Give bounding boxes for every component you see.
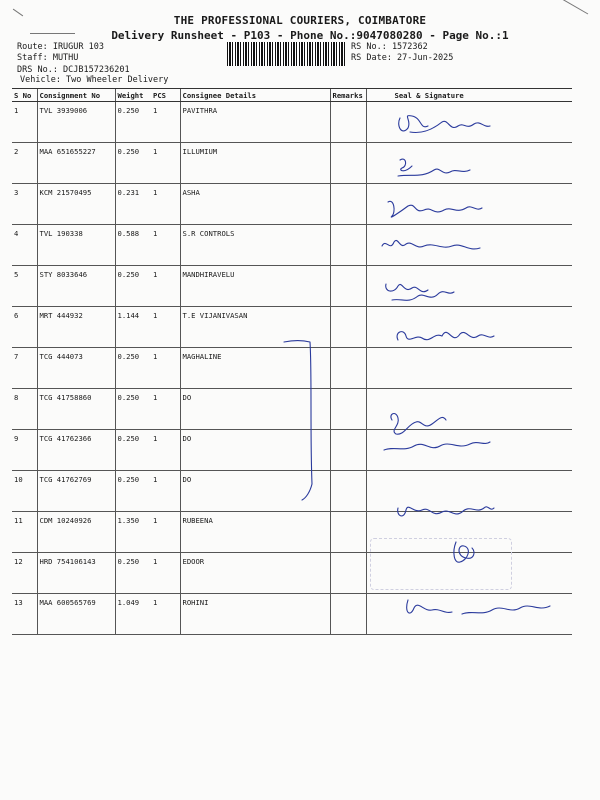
- cell-sno: 7: [12, 348, 37, 389]
- col-sno: S No: [12, 89, 37, 102]
- cell-sno: 3: [12, 184, 37, 225]
- signature-row-1: [392, 108, 502, 146]
- cell-consignment: TCG 41758860: [37, 389, 115, 430]
- cell-remarks: [330, 307, 366, 348]
- bracket-rows-7-10: [280, 334, 320, 504]
- cell-pcs: 1: [151, 430, 180, 471]
- cell-pcs: 1: [151, 307, 180, 348]
- barcode: [227, 42, 345, 66]
- cell-weight: 1.049: [115, 594, 151, 635]
- cell-remarks: [330, 266, 366, 307]
- cell-remarks: [330, 348, 366, 389]
- cell-weight: 0.250: [115, 430, 151, 471]
- cell-sno: 6: [12, 307, 37, 348]
- cell-consignment: TCG 41762366: [37, 430, 115, 471]
- cell-consignment: STY 8033646: [37, 266, 115, 307]
- cell-sno: 10: [12, 471, 37, 512]
- col-consignment: Consignment No: [37, 89, 115, 102]
- cell-remarks: [330, 512, 366, 553]
- cell-pcs: 1: [151, 143, 180, 184]
- cell-weight: 0.250: [115, 553, 151, 594]
- cell-consignee: DO: [180, 389, 330, 430]
- col-signature: Seal & Signature: [366, 89, 572, 102]
- cell-remarks: [330, 102, 366, 143]
- cell-weight: 0.250: [115, 266, 151, 307]
- cell-consignment: TVL 190338: [37, 225, 115, 266]
- signature-row-13: [400, 592, 560, 626]
- signature-row-2: [392, 152, 482, 184]
- rs-date: RS Date: 27-Jun-2025: [351, 53, 454, 63]
- cell-consignee: MANDHIRAVELU: [180, 266, 330, 307]
- vehicle-label: Vehicle: Two Wheeler Delivery: [20, 75, 169, 85]
- cell-consignment: KCM 21570495: [37, 184, 115, 225]
- drs-number: DRS No.: DCJB157236201: [17, 65, 130, 75]
- signature-row-3: [380, 194, 490, 224]
- cell-consignee: S.R CONTROLS: [180, 225, 330, 266]
- cell-remarks: [330, 430, 366, 471]
- cell-weight: 0.231: [115, 184, 151, 225]
- cell-weight: 0.250: [115, 389, 151, 430]
- cell-weight: 0.250: [115, 143, 151, 184]
- col-pcs: PCS: [151, 89, 180, 102]
- cell-remarks: [330, 389, 366, 430]
- stamp-mark: [370, 538, 512, 590]
- cell-sno: 5: [12, 266, 37, 307]
- cell-pcs: 1: [151, 348, 180, 389]
- staff-label: Staff: MUTHU: [17, 53, 79, 63]
- cell-pcs: 1: [151, 184, 180, 225]
- cell-weight: 1.350: [115, 512, 151, 553]
- cell-sno: 12: [12, 553, 37, 594]
- signature-row-6: [390, 318, 500, 354]
- cell-consignee: T.E VIJANIVASAN: [180, 307, 330, 348]
- route-label: Route: IRUGUR 103: [17, 42, 104, 52]
- cell-pcs: 1: [151, 512, 180, 553]
- cell-consignee: RUBEENA: [180, 512, 330, 553]
- cell-remarks: [330, 594, 366, 635]
- signature-row-9: [374, 406, 504, 460]
- cell-consignee: ROHINI: [180, 594, 330, 635]
- cell-consignee: DO: [180, 430, 330, 471]
- cell-consignee: ASHA: [180, 184, 330, 225]
- runsheet-title: Delivery Runsheet - P103 - Phone No.:9047080280 - Page No.:1: [111, 29, 509, 42]
- cell-weight: 0.250: [115, 471, 151, 512]
- cell-weight: 0.588: [115, 225, 151, 266]
- cell-weight: 0.250: [115, 102, 151, 143]
- cell-weight: 0.250: [115, 348, 151, 389]
- cell-sno: 8: [12, 389, 37, 430]
- cell-pcs: 1: [151, 594, 180, 635]
- cell-consignment: MAA 651655227: [37, 143, 115, 184]
- cell-pcs: 1: [151, 102, 180, 143]
- cell-pcs: 1: [151, 225, 180, 266]
- table-row: [12, 143, 572, 184]
- col-weight: Weight: [115, 89, 151, 102]
- cell-sno: 2: [12, 143, 37, 184]
- cell-sno: 11: [12, 512, 37, 553]
- table-row: [12, 266, 572, 307]
- company-title: THE PROFESSIONAL COURIERS, COIMBATORE: [173, 14, 427, 27]
- cell-consignment: TCG 444073: [37, 348, 115, 389]
- cell-sno: 9: [12, 430, 37, 471]
- cell-consignee: PAVITHRA: [180, 102, 330, 143]
- cell-consignee: EDOOR: [180, 553, 330, 594]
- cell-pcs: 1: [151, 471, 180, 512]
- cell-remarks: [330, 184, 366, 225]
- cell-consignment: TCG 41762769: [37, 471, 115, 512]
- cell-remarks: [330, 143, 366, 184]
- cell-sno: 13: [12, 594, 37, 635]
- scan-mark-right: [562, 0, 588, 14]
- signature-row-11: [392, 496, 502, 530]
- cell-remarks: [330, 225, 366, 266]
- table-header-row: [12, 89, 572, 102]
- cell-pcs: 1: [151, 266, 180, 307]
- col-remarks: Remarks: [330, 89, 366, 102]
- cell-remarks: [330, 471, 366, 512]
- cell-weight: 1.144: [115, 307, 151, 348]
- cell-remarks: [330, 553, 366, 594]
- cell-consignee: MAGHALINE: [180, 348, 330, 389]
- cell-consignment: TVL 3939006: [37, 102, 115, 143]
- cell-sno: 4: [12, 225, 37, 266]
- cell-consignment: HRD 754106143: [37, 553, 115, 594]
- cell-consignee: DO: [180, 471, 330, 512]
- rs-number: RS No.: 1572362: [351, 42, 428, 52]
- cell-consignment: MRT 444932: [37, 307, 115, 348]
- cell-pcs: 1: [151, 553, 180, 594]
- cell-consignment: MAA 600565769: [37, 594, 115, 635]
- col-consignee: Consignee Details: [180, 89, 330, 102]
- cell-consignee: ILLUMIUM: [180, 143, 330, 184]
- signature-row-5: [378, 274, 468, 308]
- cell-sno: 1: [12, 102, 37, 143]
- cell-consignment: CDM 10240926: [37, 512, 115, 553]
- signature-row-4: [376, 232, 496, 262]
- cell-pcs: 1: [151, 389, 180, 430]
